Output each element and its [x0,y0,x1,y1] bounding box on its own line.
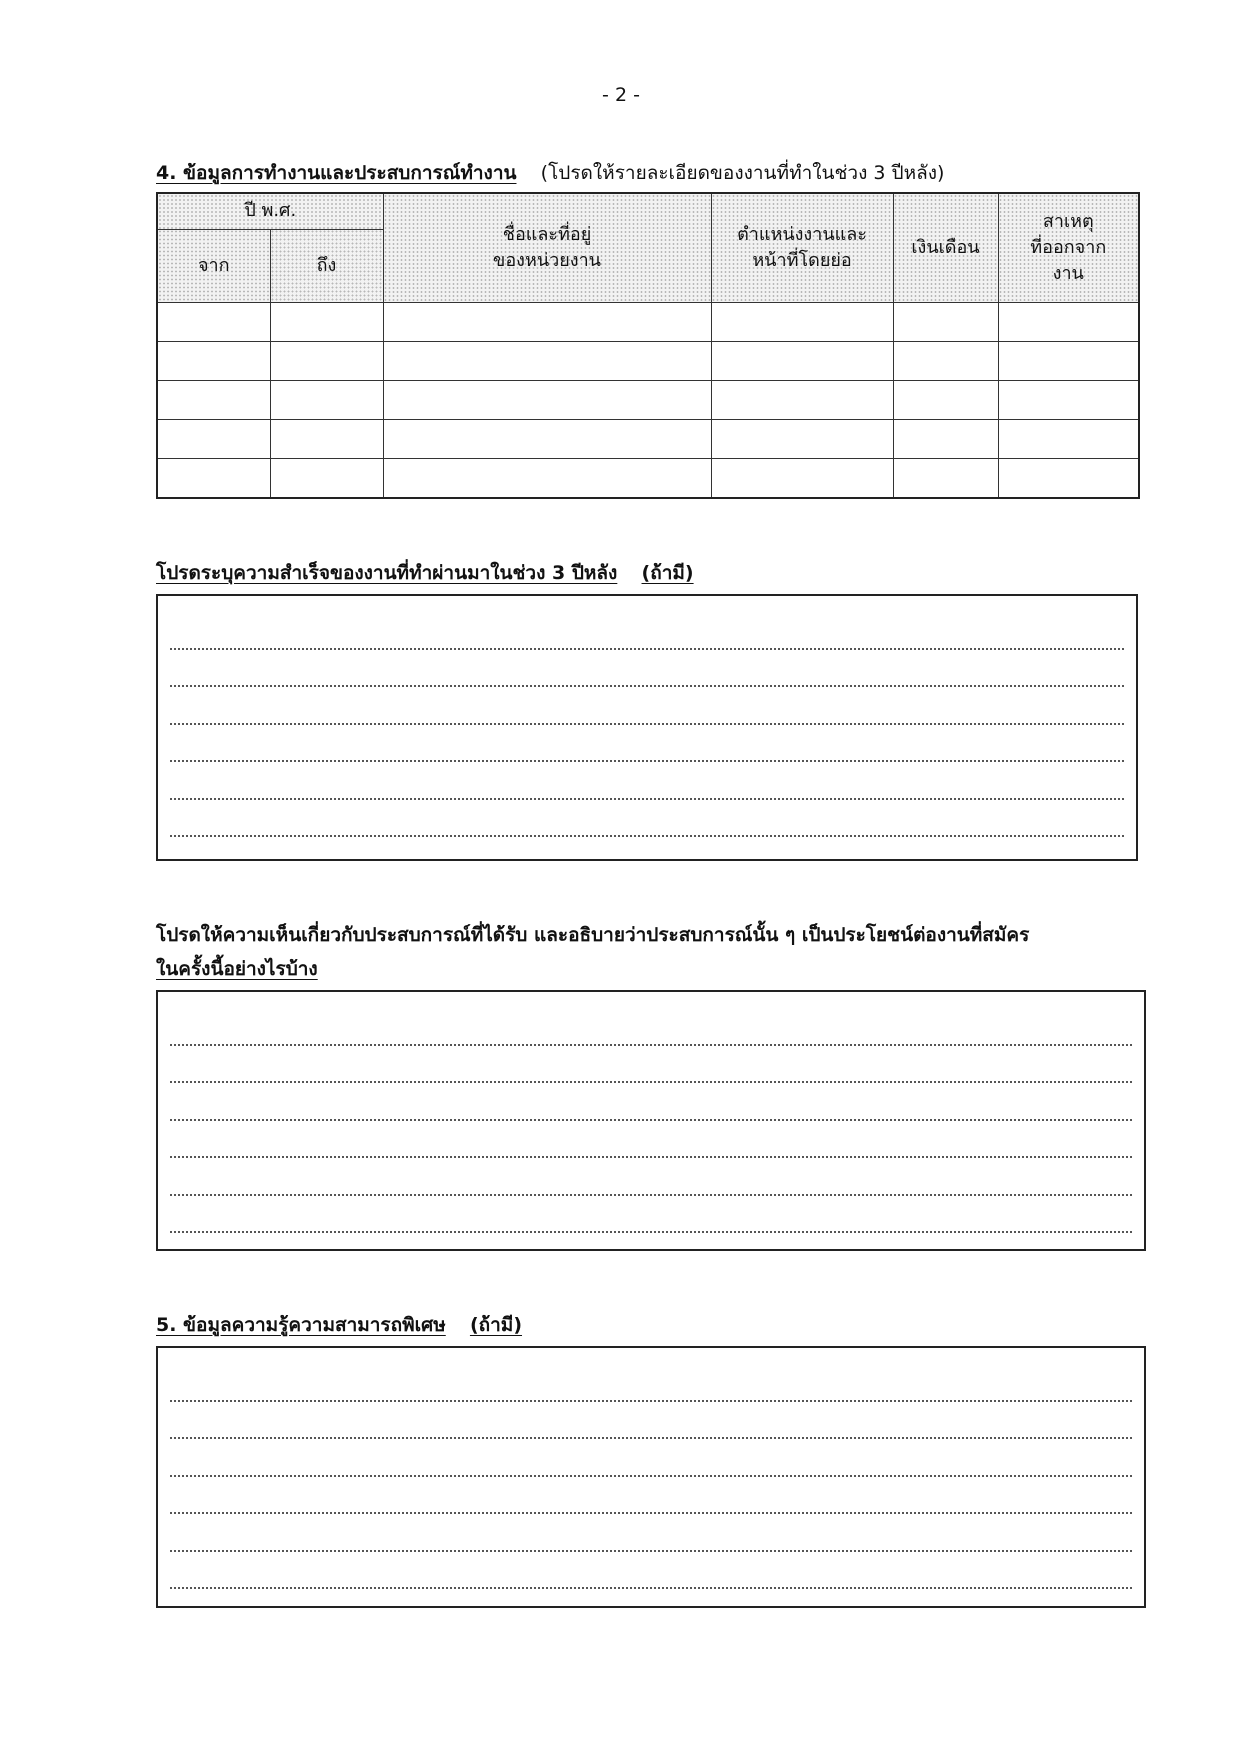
dotted-writing-line [170,687,1124,725]
cell-reason[interactable] [998,458,1139,498]
experience-opinion-line1: โปรดให้ความเห็นเกี่ยวกับประสบการณ์ที่ได้รับ และอธิบายว่าประสบการณ์นั้น ๆ เป็นประโยชน์ต่องานที่สมัคร [156,924,1030,946]
header-reason [998,193,1139,302]
table-row [157,380,1139,419]
special-skills-box[interactable] [156,1346,1146,1608]
achievements-title: โปรดระบุความสำเร็จของงานที่ทำผ่านมาในช่วง 3 ปีหลัง [156,562,618,584]
section-4-note: (โปรดให้รายละเอียดของงานที่ทำในช่วง 3 ปีหลัง) [540,162,945,184]
header-org [383,193,711,302]
experience-opinion-line2: ในครั้งนี้อย่างไรบ้าง [156,958,318,980]
experience-opinion-box[interactable] [156,990,1146,1251]
dotted-writing-line [170,1046,1132,1084]
dotted-writing-line [170,1196,1132,1234]
header-reason-line2: ที่ออกจาก [1030,236,1107,258]
section-4-heading [156,160,944,186]
cell-from[interactable] [157,380,270,419]
header-position [711,193,893,302]
dotted-writing-line [170,1514,1132,1552]
section-5-optional: (ถ้ามี) [469,1314,523,1336]
dotted-writing-line [170,725,1124,763]
cell-position[interactable] [711,341,893,380]
dotted-writing-line [170,1083,1132,1121]
work-experience-table [156,192,1140,499]
cell-salary[interactable] [893,302,998,341]
cell-org[interactable] [383,341,711,380]
dotted-writing-line [170,762,1124,800]
cell-position[interactable] [711,419,893,458]
cell-position[interactable] [711,458,893,498]
dotted-writing-line [170,1121,1132,1159]
cell-org[interactable] [383,458,711,498]
achievements-heading [156,560,694,586]
header-from: จาก [157,229,270,302]
cell-org[interactable] [383,380,711,419]
cell-reason[interactable] [998,302,1139,341]
header-position-line1: ตำแหน่งงานและ [737,223,867,245]
dotted-writing-line [170,800,1124,838]
experience-opinion-heading [156,922,1029,982]
dotted-writing-line [170,1158,1132,1196]
cell-to[interactable] [270,419,383,458]
cell-from[interactable] [157,302,270,341]
dotted-writing-line [170,1477,1132,1515]
cell-from[interactable] [157,341,270,380]
cell-to[interactable] [270,380,383,419]
dotted-writing-line [170,1402,1132,1440]
cell-salary[interactable] [893,419,998,458]
table-row [157,458,1139,498]
cell-to[interactable] [270,341,383,380]
header-reason-line3: งาน [1052,262,1084,284]
achievements-optional: (ถ้ามี) [641,562,694,584]
cell-org[interactable] [383,419,711,458]
header-reason-line1: สาเหตุ [1042,210,1094,232]
cell-salary[interactable] [893,380,998,419]
cell-org[interactable] [383,302,711,341]
header-position-line2: หน้าที่โดยย่อ [752,249,852,271]
table-row [157,419,1139,458]
cell-position[interactable] [711,380,893,419]
cell-reason[interactable] [998,419,1139,458]
dotted-writing-line [170,1552,1132,1590]
table-row [157,341,1139,380]
cell-position[interactable] [711,302,893,341]
header-year: ปี พ.ศ. [157,193,383,229]
section-5-heading [156,1312,522,1338]
dotted-writing-line [170,612,1124,650]
header-org-line2: ของหน่วยงาน [493,249,601,271]
header-salary: เงินเดือน [893,193,998,302]
section-5-title: 5. ข้อมูลความรู้ความสามารถพิเศษ [156,1314,446,1336]
header-to: ถึง [270,229,383,302]
dotted-writing-line [170,650,1124,688]
table-row [157,302,1139,341]
section-4-title: 4. ข้อมูลการทำงานและประสบการณ์ทำงาน [156,162,517,184]
cell-salary[interactable] [893,458,998,498]
cell-to[interactable] [270,302,383,341]
cell-to[interactable] [270,458,383,498]
page-number: - 2 - [602,84,640,106]
cell-reason[interactable] [998,341,1139,380]
dotted-writing-line [170,1008,1132,1046]
dotted-writing-line [170,1439,1132,1477]
cell-from[interactable] [157,458,270,498]
cell-reason[interactable] [998,380,1139,419]
cell-from[interactable] [157,419,270,458]
achievements-box[interactable] [156,594,1138,861]
header-org-line1: ชื่อและที่อยู่ [502,223,592,245]
dotted-writing-line [170,1364,1132,1402]
cell-salary[interactable] [893,341,998,380]
